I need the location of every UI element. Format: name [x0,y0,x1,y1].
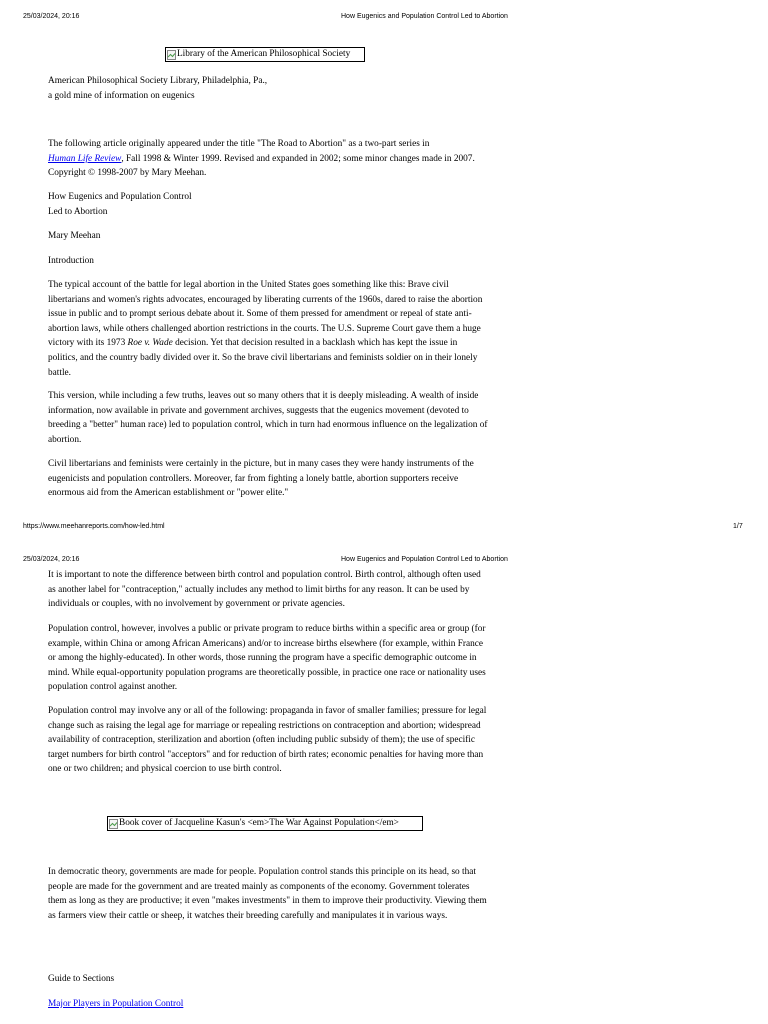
paragraph-1: The typical account of the battle for legal abortion in the United States goes something like this: Brave civil libertarians and women's rights advocates, encouraged by liberating currents of the 1960s, dared to raise the abortion issue in public and to prompt serious debate about it. Some of them pressed for amendment or repeal of state anti-abortion laws, while others challenged abortion restrictions in the courts. The U.S. Supreme Court gave them a huge victory with its 1973 Roe v. Wade decision. Yet that decision resulted in a backlash which has kept the issue in politics, and the country badly divided over it. So the brave civil libertarians and feminists soldier on in their lonely battle. [48,280,483,378]
print-header-title: How Eugenics and Population Control Led to Abortion [341,13,508,20]
print-header-datetime: 25/03/2024, 20:16 [23,13,80,20]
intro-note [48,137,488,181]
intro-note-paragraph [48,137,488,181]
broken-image-icon [109,819,118,829]
guide-heading: Guide to Sections [48,974,115,984]
paragraph-4: It is important to note the difference between birth control and population control. Birth control, although often used as another label for "contraception," actually includes any method to limit births for any reason. It can be used by individuals or couples, with no involvement by government or private agencies. [48,570,481,610]
print-header-datetime-page-2: 25/03/2024, 20:16 [23,556,80,563]
article-author: Mary Meehan [48,231,101,241]
paragraph-6: Population control may involve any or all of the following: propaganda in favor of smaller families; pressure for legal change such as raising the legal age for marriage or repealing restrictions on contraception and abortion; widespread availability of contraception, sterilization and abortion (often including public subsidy of them); the use of specific target numbers for birth control "acceptors" and for reduction of birth rates; economic penalties for having more than one or two children; and physical coercion to use birth control. [48,706,487,775]
major-players-link[interactable]: Major Players in Population Control [48,999,184,1009]
paragraph-7: In democratic theory, governments are made for people. Population control stands this principle on its head, so that people are made for the government and are treated mainly as components of the economy. Government tolerates them as long as they are productive; it even "makes investments" in them to improve their productivity. Viewing them as farmers view their cattle or sheep, it watches their breeding carefully and manipulates it in various ways. [48,867,487,921]
aps-library-image [165,47,365,62]
print-footer-url: https://www.meehanreports.com/how-led.html [23,523,165,530]
broken-image-icon [167,50,176,60]
guide-links [48,997,488,1012]
article-title-line-1: How Eugenics and Population Control [48,192,192,202]
image-caption [48,74,488,103]
article-title-line-2: Led to Abortion [48,206,108,217]
human-life-review-link[interactable]: Human Life Review [48,153,122,164]
caption-line-2: a gold mine of information on eugenics [48,90,195,101]
intro-note-part-2: , Fall 1998 & Winter 1999. Revised and expanded in 2002; some minor changes made in 2007. Copyright © 1998-2007 by Mary Meehan. [48,153,475,179]
print-footer-page: 1/7 [733,523,743,530]
paragraph-3: Civil libertarians and feminists were certainly in the picture, but in many cases they were handy instruments of the eugenicists and population controllers. Moreover, far from fighting a lonely battle, abortion supporters receive enormous aid from the American establishment or "power elite." [48,459,474,499]
paragraph-5: Population control, however, involves a public or private program to reduce births within a specific area or group (for example, within China or among African Americans) and/or to increase births elsewhere (for example, within France or among the highly-educated). In other words, those running the program have a specific demographic outcome in mind. While equal-opportunity population programs are theoretically possible, in practice one race or nationality uses population control against another. [48,624,486,693]
aps-image-alt-text: Library of the American Philosophical Society [177,49,351,59]
print-header-title-page-2: How Eugenics and Population Control Led to Abortion [341,556,508,563]
caption-line-1: American Philosophical Society Library, Philadelphia, Pa., [48,76,268,86]
intro-note-part-1: The following article originally appeared under the title "The Road to Abortion" as a two-part series in [48,139,430,149]
section-heading-introduction: Introduction [48,256,94,266]
roe-v-wade: Roe v. Wade [127,338,173,349]
article-title [48,190,488,219]
book-cover-image [107,816,423,831]
paragraph-2: This version, while including a few truths, leaves out so many others that it is deeply misleading. A wealth of inside information, now available in private and government archives, suggests that the eugenics movement (devoted to breeding a "better" human race) led to population control, which in turn had enormous influence on the legalization of abortion. [48,391,488,445]
book-cover-alt-text: Book cover of Jacqueline Kasun's <em>The War Against Population</em> [119,818,399,828]
